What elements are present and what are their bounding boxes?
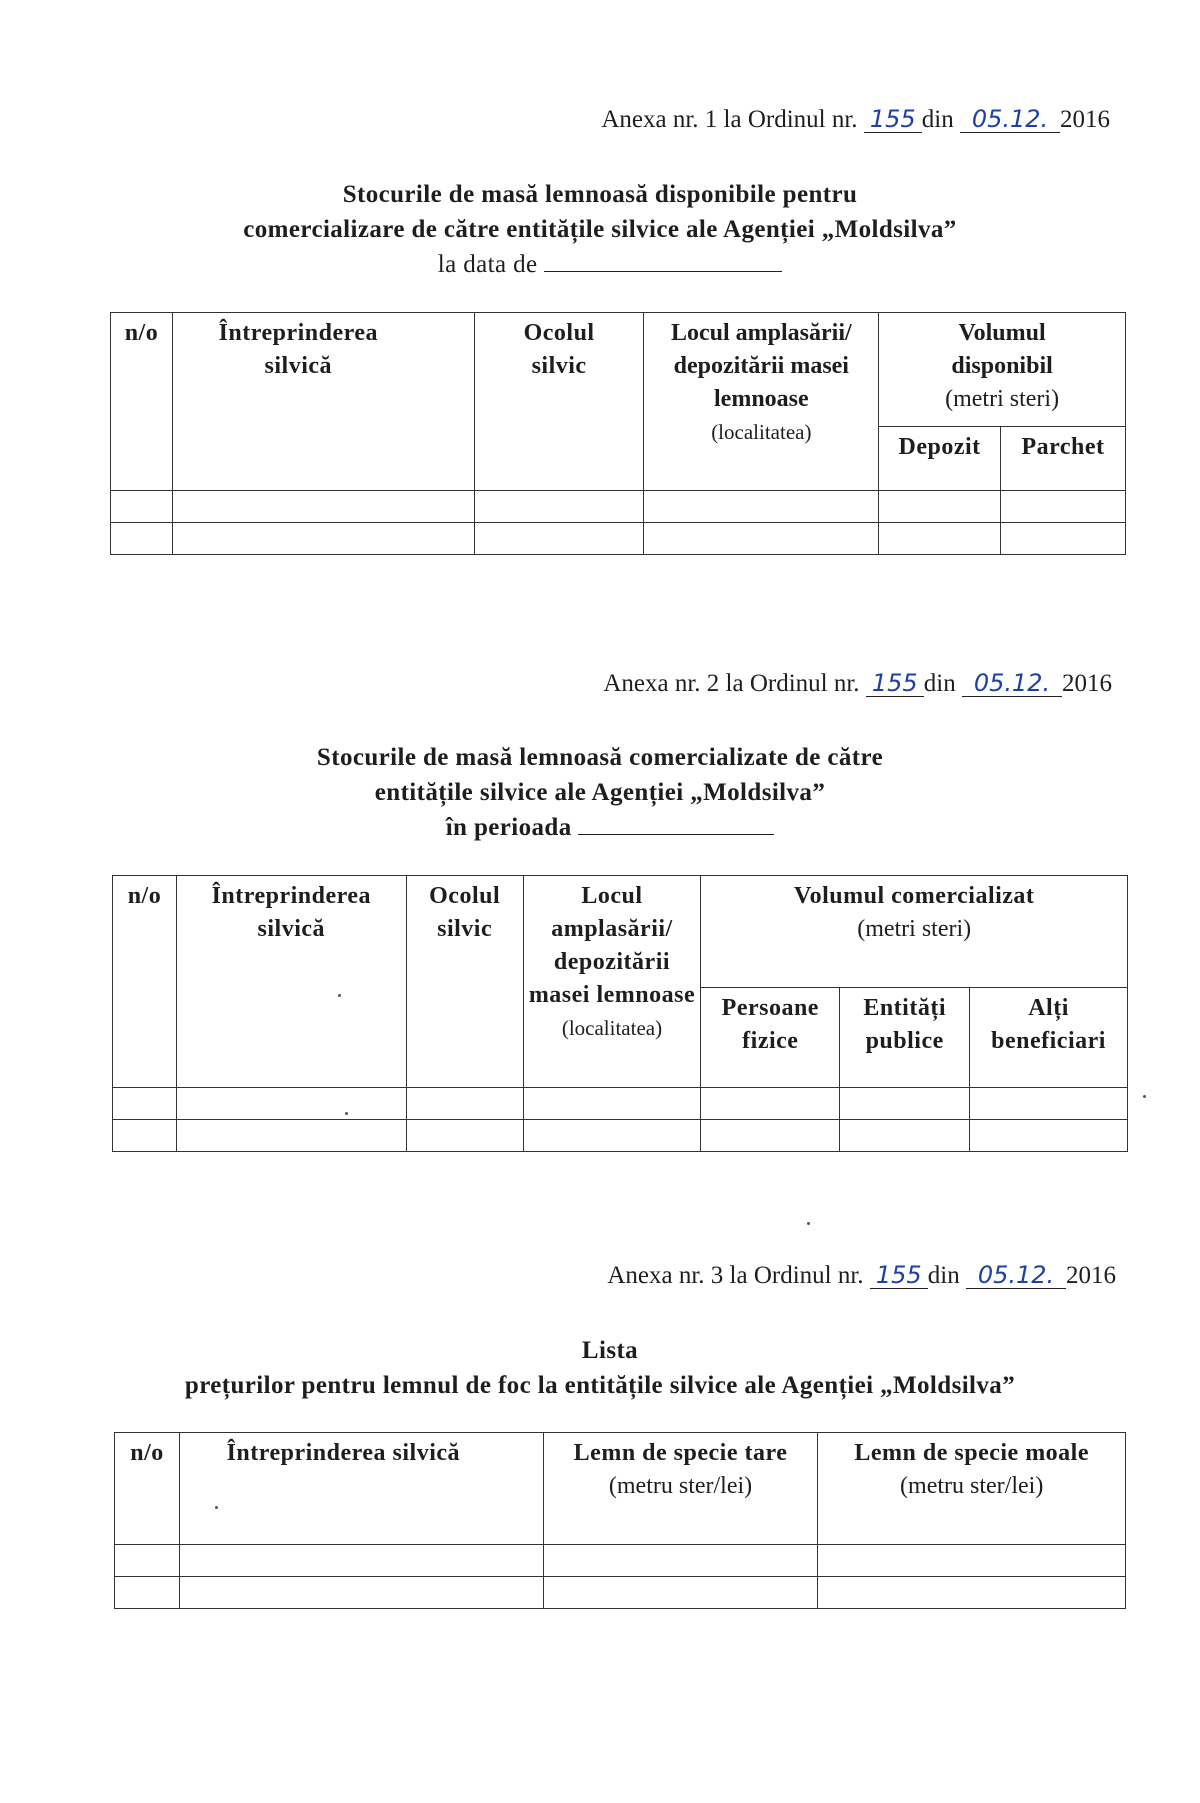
annex1-order-date: 05.12. (960, 106, 1060, 133)
table-cell (1001, 491, 1126, 523)
annex1-date-blank (544, 271, 782, 272)
annex2-header-volume-label: Volumul comercializat (793, 883, 1035, 909)
annex2-title-line2: entitățile silvice ale Agenției „Moldsilva” (374, 779, 826, 806)
table-cell (970, 1120, 1128, 1152)
annex3-title (0, 1333, 1200, 1403)
table-cell (474, 491, 644, 523)
annex1-header-parchet: Parchet (1001, 427, 1126, 491)
annex2-period-line (0, 810, 1200, 845)
annex3-header-enterprise: Întreprinderea silvică (179, 1433, 543, 1545)
annex1-header-din: din (921, 106, 954, 133)
table-cell (818, 1577, 1126, 1609)
annex1-header-locul-label: Locul amplasării/ depozitării masei lemnoase (670, 320, 852, 412)
annex1-header-locul (644, 313, 879, 491)
table-cell (176, 1088, 406, 1120)
annex2-header-volume-sub: (metri steri) (857, 916, 972, 942)
table-cell (970, 1088, 1128, 1120)
annex3-header-din: din (927, 1262, 960, 1289)
annex1-table-row (111, 491, 1126, 523)
annex2-header-year: 2016 (1062, 670, 1112, 697)
annex3-header-moale (818, 1433, 1126, 1545)
annex3-header-moale-label: Lemn de specie moale (854, 1440, 1089, 1466)
table-cell (701, 1120, 840, 1152)
annex1-header-enterprise: Întreprinderea silvică (172, 313, 474, 491)
annex1-table-row (111, 523, 1126, 555)
annex2-header-prefix: Anexa nr. 2 la Ordinul nr. (603, 670, 860, 697)
annex1-header-depozit: Depozit (879, 427, 1001, 491)
annex3-title-line2: prețurilor pentru lemnul de foc la entitățile silvice ale Agenției „Moldsilva” (184, 1372, 1016, 1399)
table-cell (543, 1577, 818, 1609)
annex3-order-number: 155 (870, 1262, 928, 1289)
annex3-header-tare (543, 1433, 818, 1545)
annex1-header-ocol: Ocolul silvic (474, 313, 644, 491)
table-cell (111, 491, 173, 523)
annex2-title-line1: Stocurile de masă lemnoasă comercializate de către (316, 744, 884, 771)
annex1-title-line1: Stocurile de masă lemnoasă disponibile pentru (342, 181, 858, 208)
annex2-header-persoane: Persoane fizice (701, 988, 840, 1088)
annex3-header-year: 2016 (1066, 1262, 1116, 1289)
annex3-table-row (115, 1545, 1126, 1577)
table-cell (879, 523, 1001, 555)
table-cell (818, 1545, 1126, 1577)
annex2-table-row (113, 1088, 1128, 1120)
table-cell (406, 1088, 523, 1120)
annex2-table-row (113, 1120, 1128, 1152)
table-cell (115, 1545, 180, 1577)
annex2-header-enterprise: Întreprinderea silvică (176, 876, 406, 1088)
annex1-header-locul-sub: (localitatea) (711, 420, 812, 444)
annex2-header-volume (701, 876, 1128, 988)
table-cell (172, 491, 474, 523)
scan-speck (338, 994, 341, 997)
table-cell (115, 1577, 180, 1609)
annex1-date-line (0, 247, 1200, 282)
table-cell (179, 1577, 543, 1609)
annex2-header-locul (523, 876, 701, 1088)
table-cell (179, 1545, 543, 1577)
annex1-date-label: la data de (437, 251, 538, 278)
table-cell (840, 1088, 970, 1120)
table-cell (1001, 523, 1126, 555)
table-cell (523, 1120, 701, 1152)
annex1-header-prefix: Anexa nr. 1 la Ordinul nr. (601, 106, 858, 133)
annex2-header-ocol: Ocolul silvic (406, 876, 523, 1088)
annex1-table (110, 312, 1126, 555)
scan-speck (345, 1112, 348, 1115)
annex3-header-tare-label: Lemn de specie tare (573, 1440, 788, 1466)
annex1-header-no: n/o (111, 313, 173, 491)
annex3-table-row (115, 1577, 1126, 1609)
annex3-header-no: n/o (115, 1433, 180, 1545)
annex2-header-no: n/o (113, 876, 177, 1088)
annex1-header-volume-label: Volumul disponibil (951, 320, 1053, 379)
annex1-header-volume-sub: (metri steri) (945, 386, 1060, 412)
annex3-title-line1: Lista (581, 1337, 639, 1364)
table-cell (644, 491, 879, 523)
annex2-header (603, 670, 1112, 698)
table-cell (474, 523, 644, 555)
table-cell (701, 1088, 840, 1120)
table-cell (543, 1545, 818, 1577)
table-cell (111, 523, 173, 555)
table-cell (113, 1120, 177, 1152)
annex1-title-line2: comercializare de către entitățile silvice ale Agenției „Moldsilva” (243, 216, 957, 243)
annex2-order-date: 05.12. (962, 670, 1062, 697)
annex2-header-locul-label: Locul amplasării/ depozitării masei lemnoase (528, 883, 696, 1008)
table-cell (176, 1120, 406, 1152)
annex2-header-locul-sub: (localitatea) (561, 1016, 663, 1040)
table-cell (406, 1120, 523, 1152)
scan-speck (215, 1506, 218, 1509)
annex2-period-blank (578, 834, 774, 835)
table-cell (644, 523, 879, 555)
annex2-header-entitati: Entități publice (840, 988, 970, 1088)
annex3-header (607, 1262, 1116, 1290)
annex2-order-number: 155 (866, 670, 924, 697)
annex1-header-year: 2016 (1060, 106, 1110, 133)
annex3-order-date: 05.12. (966, 1262, 1066, 1289)
annex3-header-prefix: Anexa nr. 3 la Ordinul nr. (607, 1262, 864, 1289)
annex2-header-alti: Alți beneficiari (970, 988, 1128, 1088)
annex3-header-moale-sub: (metru ster/lei) (900, 1473, 1044, 1499)
annex1-header-volume (879, 313, 1126, 427)
table-cell (840, 1120, 970, 1152)
scan-speck (1143, 1095, 1146, 1098)
table-cell (172, 523, 474, 555)
annex2-title (0, 740, 1200, 845)
table-cell (879, 491, 1001, 523)
annex2-table (112, 875, 1128, 1152)
annex2-period-label: în perioada (445, 814, 572, 841)
scan-speck (807, 1222, 810, 1225)
annex3-header-tare-sub: (metru ster/lei) (608, 1473, 753, 1499)
annex2-header-din: din (923, 670, 956, 697)
table-cell (113, 1088, 177, 1120)
annex1-header (601, 106, 1110, 134)
table-cell (523, 1088, 701, 1120)
annex1-order-number: 155 (864, 106, 922, 133)
annex3-table (114, 1432, 1126, 1609)
annex1-title (0, 177, 1200, 282)
